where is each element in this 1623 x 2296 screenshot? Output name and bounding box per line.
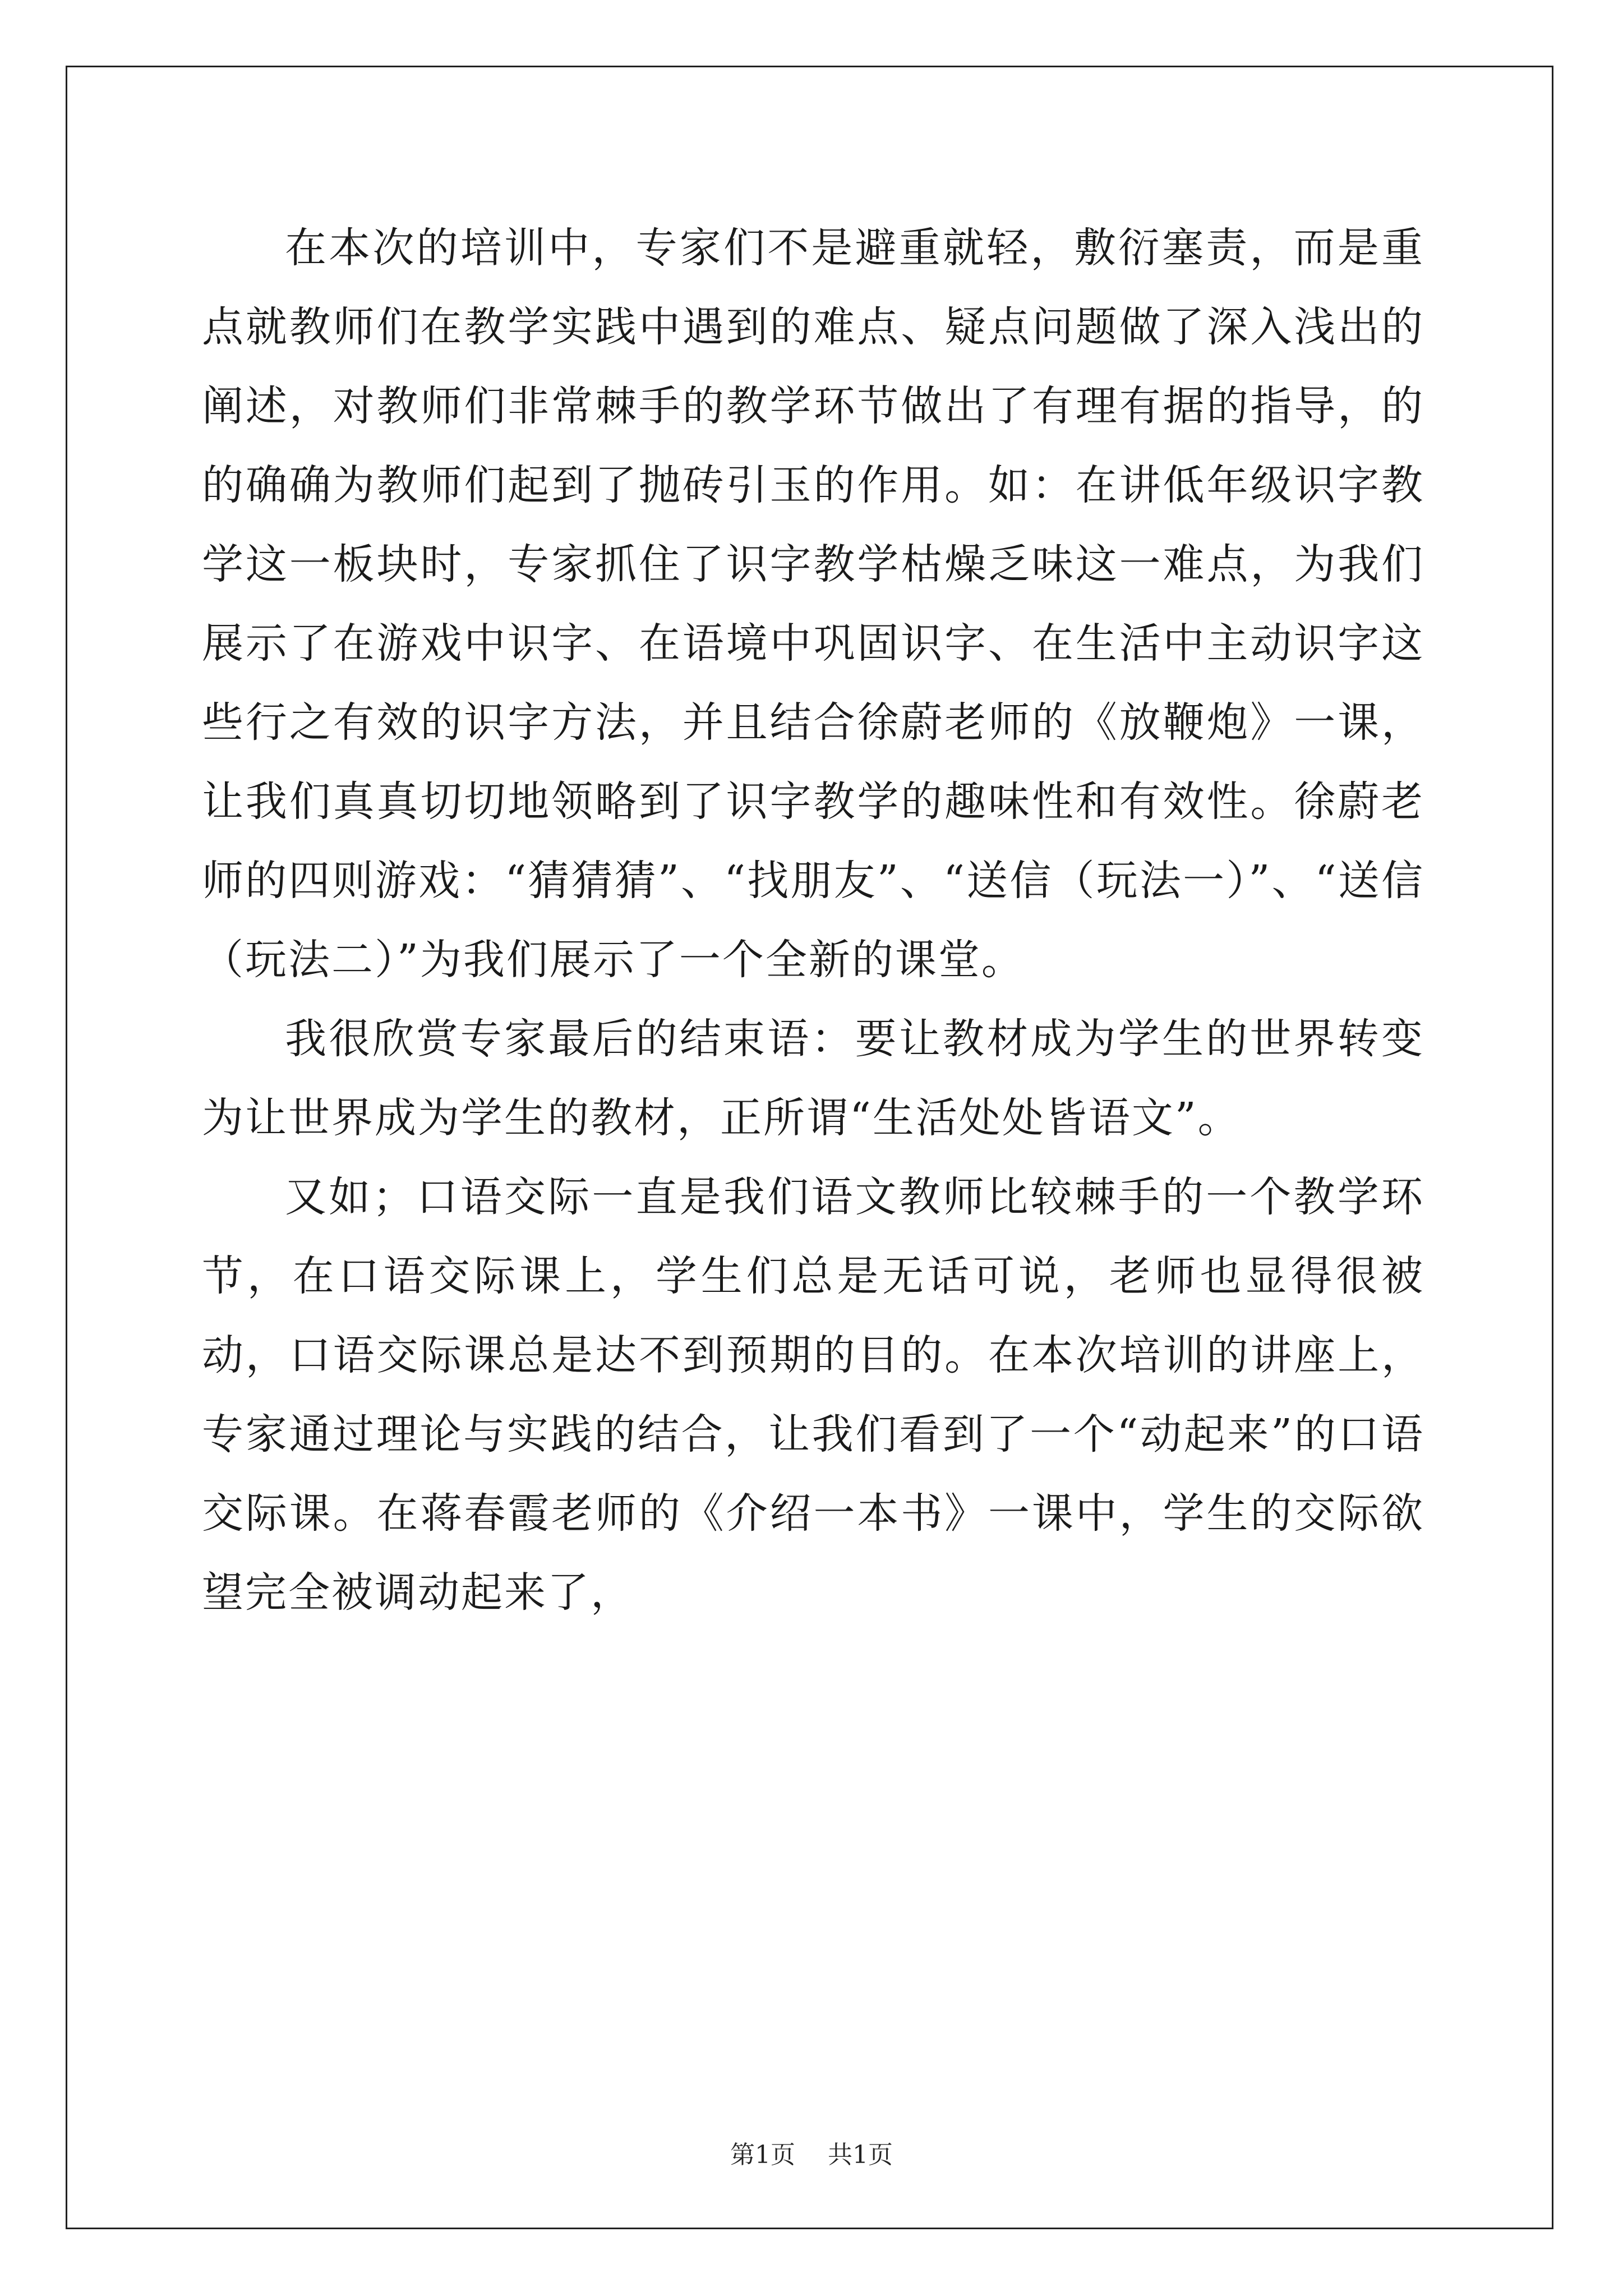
paragraph: 又如；口语交际一直是我们语文教师比较棘手的一个教学环节，在口语交际课上，学生们总是无话可说，老师也显得很被动，口语交际课总是达不到预期的目的。在本次培训的讲座上，专家通过理论与实践的结合，让我们看到了一个“动起来”的口语交际课。在蒋春霞老师的《介绍一本书》一课中，学生的交际欲望完全被调动起来了， [202,1173,1424,1617]
paragraph: 我很欣赏专家最后的结束语：要让教材成为学生的世界转变为让世界成为学生的教材，正所谓“生活处处皆语文”。 [202,1015,1424,1142]
document-body [202,209,1424,1632]
page-number-total: 共1页 [828,2141,893,2169]
paragraph: 在本次的培训中，专家们不是避重就轻，敷衍塞责，而是重点就教师们在教学实践中遇到的难点、疑点问题做了深入浅出的阐述，对教师们非常棘手的教学环节做出了有理有据的指导，的的确确为教师们起到了抛砖引玉的作用。如：在讲低年级识字教学这一板块时，专家抓住了识字教学枯燥乏味这一难点，为我们展示了在游戏中识字、在语境中巩固识字、在生活中主动识字这些行之有效的识字方法，并且结合徐蔚老师的《放鞭炮》一课，让我们真真切切地领略到了识字教学的趣味性和有效性。徐蔚老师的四则游戏：“猜猜猜”、“找朋友”、“送信（玩法一）”、“送信（玩法二）”为我们展示了一个全新的课堂。 [202,224,1424,984]
page-footer [0,2138,1623,2172]
page-number-current: 第1页 [730,2141,795,2169]
